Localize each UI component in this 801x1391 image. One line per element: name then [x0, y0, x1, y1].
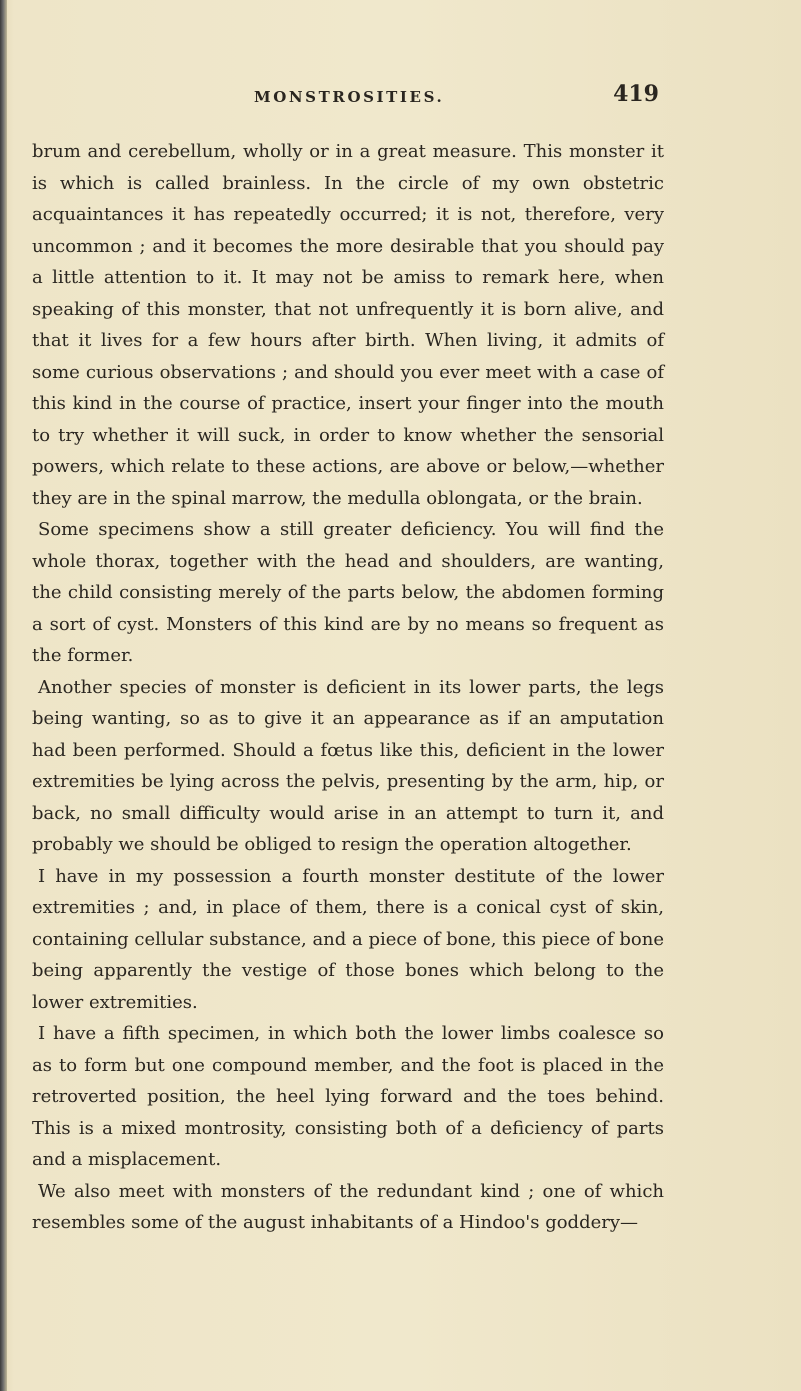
- paragraph-1: brum and cerebellum, wholly or in a great measure. This monster it is which is called brainless. In the circle of my own obstetric acquaintances it has repeatedly occurred; it is not, therefore, very uncommon ; and it becomes the more desirable that you should pay a little attention to it. It may not be amiss to remark here, when speaking of this monster, that not unfrequently it is born alive, and that it lives for a few hours after birth. When living, it admits of some curious observations ; and should you ever meet with a case of this kind in the course of practice, insert your finger into the mouth to try whether it will suck, in order to know whether the sensorial powers, which relate to these actions, are above or below,—whether they are in the spinal marrow, the medulla oblongata, or the brain.: [32, 141, 664, 509]
- paragraph-5: I have a fifth specimen, in which both the lower limbs coalesce so as to form but one compound member, and the foot is placed in the retroverted position, the heel lying forward and the toes behind. This is a mixed montrosity, consisting both of a deficiency of parts and a misplacement.: [32, 1023, 664, 1170]
- body-text: [32, 136, 664, 1239]
- book-spine-edge: [0, 0, 7, 1391]
- paragraph-4: I have in my possession a fourth monster destitute of the lower extremities ; and, in place of them, there is a conical cyst of skin, containing cellular substance, and a piece of bone, this piece of bone being apparently the vestige of those bones which belong to the lower extremities.: [32, 865, 664, 1013]
- paragraph-2: Some specimens show a still greater deficiency. You will find the whole thorax, together with the head and shoulders, are wanting, the child consisting merely of the parts below, the abdomen forming a sort of cyst. Monsters of this kind are by no means so frequent as the former.: [32, 519, 664, 666]
- running-head: MONSTROSITIES.: [254, 88, 445, 106]
- paragraph-6: We also meet with monsters of the redundant kind ; one of which resembles some of the august inhabitants of a Hindoo's goddery—: [32, 1180, 664, 1233]
- paragraph-3: Another species of monster is deficient in its lower parts, the legs being wanting, so as to give it an appearance as if an amputation had been performed. Should a fœtus like this, deficient in the lower extremities be lying across the pelvis, presenting by the arm, hip, or back, no small difficulty would arise in an attempt to turn it, and probably we should be obliged to resign the operation altogether.: [32, 676, 664, 855]
- page-number: 419: [613, 81, 659, 107]
- page-header: [254, 78, 659, 114]
